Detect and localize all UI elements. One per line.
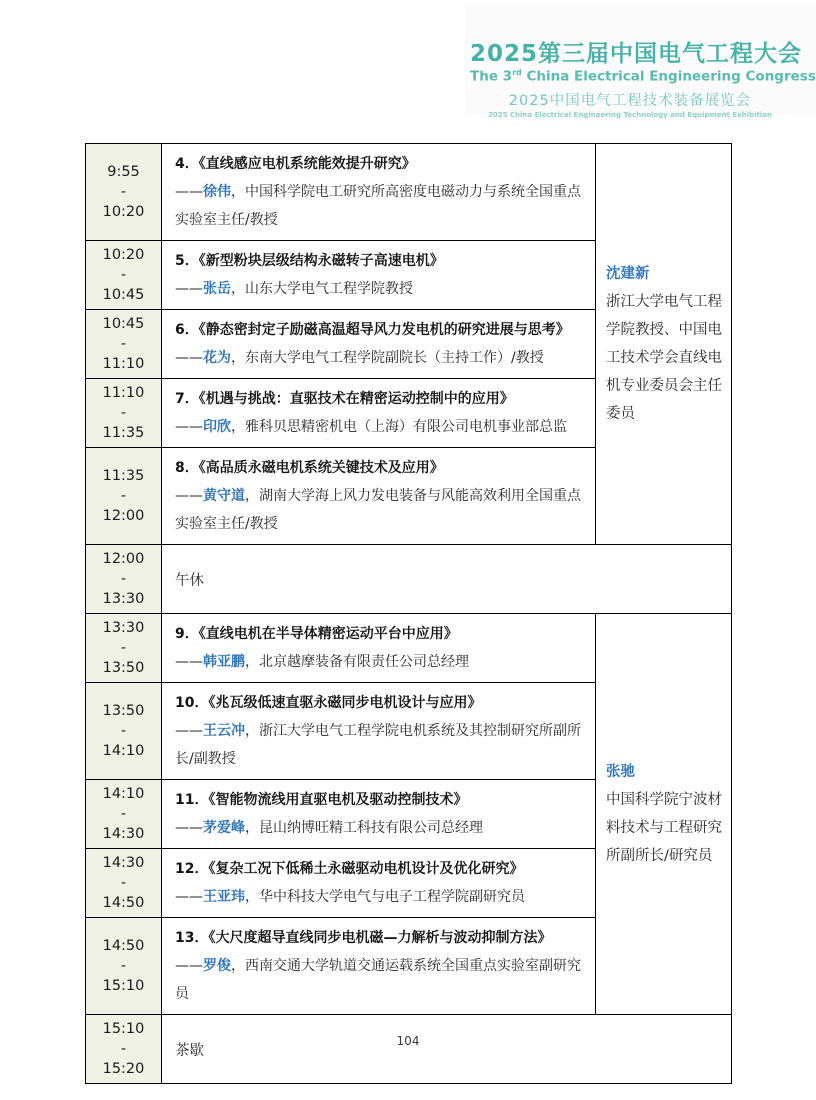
session-cell — [162, 614, 596, 683]
session-speaker: ——印欣，雅科贝思精密机电（上海）有限公司电机事业部总监 — [175, 419, 567, 435]
session-title: 12．《复杂工况下低稀土永磁驱动电机设计及优化研究》 — [175, 861, 524, 877]
speaker-name: 王云冲 — [203, 723, 245, 739]
time-slot: 11:35 - 12:00 — [86, 448, 162, 545]
session-speaker: ——罗俊，西南交通大学轨道交通运载系统全国重点实验室副研究员 — [175, 958, 581, 1002]
session-title: 4．《直线感应电机系统能效提升研究》 — [175, 156, 416, 172]
session-speaker: ——茅爱峰，昆山纳博旺精工科技有限公司总经理 — [175, 820, 483, 836]
session-speaker: ——王亚玮，华中科技大学电气与电子工程学院副研究员 — [175, 889, 525, 905]
conference-logo — [470, 41, 816, 119]
page-number: 104 — [396, 1034, 420, 1048]
session-cell — [162, 310, 596, 379]
speaker-name: 徐伟 — [203, 184, 231, 200]
speaker-name: 张岳 — [203, 281, 231, 297]
time-slot: 15:10 - 15:20 — [86, 1015, 162, 1084]
session-speaker: ——王云冲，浙江大学电气工程学院电机系统及其控制研究所副所长/副教授 — [175, 723, 581, 767]
time-slot: 10:45 - 11:10 — [86, 310, 162, 379]
session-speaker: ——张岳，山东大学电气工程学院教授 — [175, 281, 413, 297]
time-slot: 14:50 - 15:10 — [86, 918, 162, 1015]
time-slot: 12:00 - 13:30 — [86, 545, 162, 614]
conference-title-cn: 2025第三届中国电气工程大会 — [470, 41, 803, 67]
session-title: 10．《兆瓦级低速直驱永磁同步电机设计与应用》 — [175, 695, 482, 711]
time-slot: 13:50 - 14:10 — [86, 683, 162, 780]
session-cell — [162, 144, 596, 241]
time-slot: 11:10 - 11:35 — [86, 379, 162, 448]
session-cell — [162, 241, 596, 310]
session-speaker: ——徐伟，中国科学院电工研究所高密度电磁动力与系统全国重点实验室主任/教授 — [175, 184, 581, 228]
time-slot: 13:30 - 13:50 — [86, 614, 162, 683]
session-speaker: ——花为，东南大学电气工程学院副院长（主持工作）/教授 — [175, 350, 544, 366]
table-row — [86, 1015, 732, 1084]
tea-break-cell: 茶歇 — [162, 1015, 732, 1084]
host-name: 沈建新 — [606, 266, 650, 282]
session-cell — [162, 918, 596, 1015]
session-title: 8．《高品质永磁电机系统关键技术及应用》 — [175, 460, 444, 476]
speaker-name: 韩亚鹏 — [203, 654, 245, 670]
conference-title-en: The 3rd China Electrical Engineering Congress — [470, 68, 816, 85]
session-title: 11．《智能物流线用直驱电机及驱动控制技术》 — [175, 792, 468, 808]
time-slot: 10:20 - 10:45 — [86, 241, 162, 310]
speaker-name: 王亚玮 — [203, 889, 245, 905]
session-title: 5．《新型粉块层级结构永磁转子高速电机》 — [175, 253, 444, 269]
table-row — [86, 545, 732, 614]
session-title: 7．《机遇与挑战：直驱技术在精密运动控制中的应用》 — [175, 391, 514, 407]
session-speaker: ——黄守道，湖南大学海上风力发电装备与风能高效利用全国重点实验室主任/教授 — [175, 488, 581, 532]
time-slot: 14:30 - 14:50 — [86, 849, 162, 918]
speaker-name: 黄守道 — [203, 488, 245, 504]
speaker-name: 花为 — [203, 350, 231, 366]
session-speaker: ——韩亚鹏，北京越摩装备有限责任公司总经理 — [175, 654, 469, 670]
host-description: 浙江大学电气工程学院教授、中国电工技术学会直线电机专业委员会主任委员 — [606, 294, 722, 422]
exhibition-title-cn: 2025中国电气工程技术装备展览会 — [508, 92, 752, 109]
table-row — [86, 614, 732, 683]
session-host-afternoon — [596, 614, 732, 1015]
session-title: 9．《直线电机在半导体精密运动平台中应用》 — [175, 626, 458, 642]
time-slot: 14:10 - 14:30 — [86, 780, 162, 849]
session-cell — [162, 780, 596, 849]
session-cell — [162, 379, 596, 448]
table-row — [86, 144, 732, 241]
host-name: 张驰 — [606, 764, 635, 780]
session-host-morning — [596, 144, 732, 545]
speaker-name: 茅爱峰 — [203, 820, 245, 836]
exhibition-title-en: 2025 China Electrical Engineering Technology and Equipment Exhibition — [487, 110, 773, 119]
session-cell — [162, 849, 596, 918]
session-cell — [162, 683, 596, 780]
host-description: 中国科学院宁波材料技术与工程研究所副所长/研究员 — [606, 792, 722, 864]
session-title: 6．《静态密封定子励磁高温超导风力发电机的研究进展与思考》 — [175, 322, 570, 338]
session-cell — [162, 448, 596, 545]
session-title: 13．《大尺度超导直线同步电机磁—力解析与波动抑制方法》 — [175, 930, 552, 946]
time-slot: 9:55 - 10:20 — [86, 144, 162, 241]
lunch-break-cell: 午休 — [162, 545, 732, 614]
program-schedule-table — [85, 143, 732, 1084]
speaker-name: 罗俊 — [203, 958, 231, 974]
speaker-name: 印欣 — [203, 419, 231, 435]
